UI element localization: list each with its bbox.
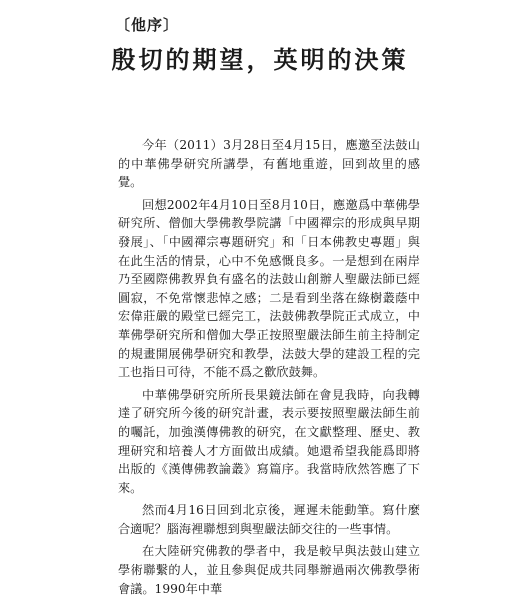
paragraph: 今年（2011）3月28日至4月15日，應邀至法鼓山的中華佛學研究所講學，有舊地重遊，回到故里的感覺。 — [118, 138, 420, 190]
paragraph: 然而4月16日回到北京後，遲遲未能動筆。寫什麼合適呢？腦海裡聯想到與聖嚴法師交往的一些事情。 — [118, 503, 420, 536]
paragraph: 在大陸研究佛教的學者中，我是較早與法鼓山建立學術聯繫的人，並且參與促成共同舉辦過兩次佛教學術會議。1990年中華 — [118, 544, 420, 596]
chapter-title: 殷切的期望，英明的決策 — [111, 45, 409, 74]
paragraph: 中華佛學研究所所長果鏡法師在會見我時，向我轉達了研究所今後的研究計畫，表示要按照聖嚴法師生前的囑託，加強漢傳佛教的研究，在文獻整理、歷史、教理研究和培養人才方面做出成績。她還希望我能爲即將出版的《漢傳佛教論叢》寫篇序。我當時欣然答應了下來。 — [118, 387, 420, 495]
paragraph: 回想2002年4月10日至8月10日，應邀爲中華佛學研究所、僧伽大學佛教學院講「中國禪宗的形成與早期發展」、「中國禪宗專題研究」和「日本佛教史專題」與在此生活的情景，心中不免感慨良多。一是想到在兩岸乃至國際佛教界負有盛名的法鼓山創辦人聖嚴法師已經圓寂，不免常懷悲悼之感；二是看到坐落在綠樹叢蔭中宏偉莊嚴的殿堂已經完工，法鼓佛教學院正式成立，中華佛學研究所和僧伽大學正按照聖嚴法師生前主持制定的規畫開展佛學研究和教學，法鼓大學的建設工程的完工也指日可待，不能不爲之歡欣鼓舞。 — [118, 197, 420, 380]
body-text — [118, 136, 420, 602]
section-label: 〔他序〕 — [115, 16, 180, 34]
